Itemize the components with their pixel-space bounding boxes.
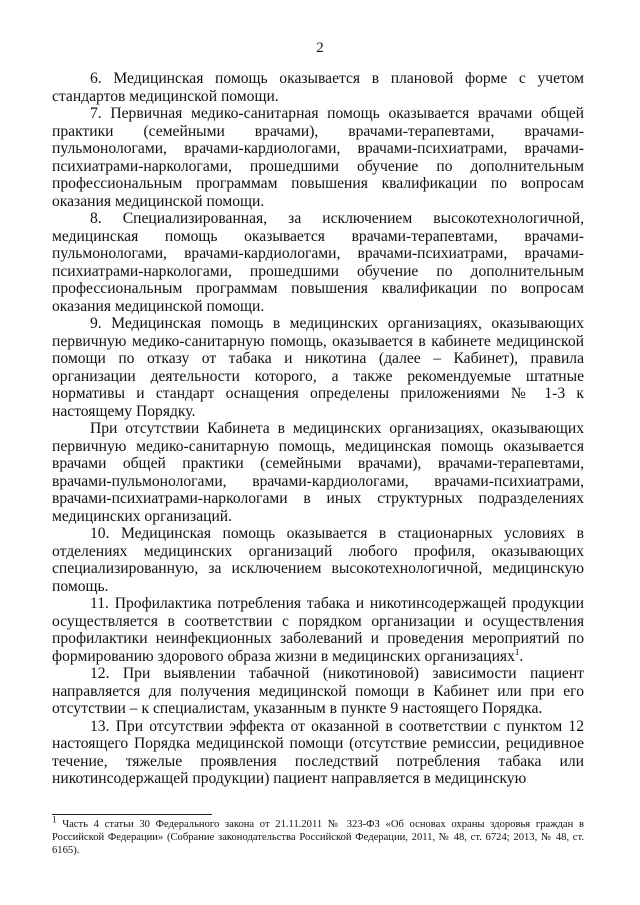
document-body bbox=[52, 70, 584, 788]
footnote-divider bbox=[52, 814, 212, 815]
paragraph-6: 6. Медицинская помощь оказывается в плановой форме с учетом стандартов медицинской помощи. bbox=[52, 70, 584, 105]
footnote-reference[interactable]: 1 bbox=[514, 646, 520, 657]
footnote-text: Часть 4 статьи 30 Федерального закона от 21.11.2011 № 323-ФЗ «Об основах охраны здоровья граждан в Российской Федерации» (Собрание законодательства Российской Федерации, 2011, № 48, ст. 6724; 2013, № 48, ст. 6165). bbox=[52, 819, 584, 856]
paragraph-10: 10. Медицинская помощь оказывается в стационарных условиях в отделениях медицинских организаций любого профиля, оказывающих специализированную, за исключением высокотехнологичной, медицинскую помощь. bbox=[52, 525, 584, 595]
paragraph-13: 13. При отсутствии эффекта от оказанной в соответствии с пунктом 12 настоящего Порядка медицинской помощи (отсутствие ремиссии, рецидивное течение, тяжелые проявления последствий потребления табака или никотинсодержащей продукции) пациент направляется в медицинскую bbox=[52, 717, 584, 787]
paragraph-8: 8. Специализированная, за исключением высокотехнологичной, медицинская помощь оказывается врачами-терапевтами, врачами-пульмонологами, врачами-кардиологами, врачами-психиатрами, врачами-психиатрами-наркологами, прошедшими обучение по дополнительным профессиональным программам повышения квалификации по вопросам оказания медицинской помощи. bbox=[52, 210, 584, 315]
paragraph-12: 12. При выявлении табачной (никотиновой) зависимости пациент направляется для получения медицинской помощи в Кабинет или при его отсутствии – к специалистам, указанным в пункте 9 настоящего Порядка. bbox=[52, 665, 584, 717]
page-number: 2 bbox=[316, 40, 324, 56]
paragraph-9: 9. Медицинская помощь в медицинских организациях, оказывающих первичную медико-санитарную помощь, оказывается в кабинете медицинской помощи по отказу от табака и никотина (далее – Кабинет), правила организации деятельности которого, а также рекомендуемые штатные нормативы и стандарт оснащения определены приложениями № 1-3 к настоящему Порядку. bbox=[52, 315, 584, 420]
paragraph-7: 7. Первичная медико-санитарная помощь оказывается врачами общей практики (семейными врачами), врачами-терапевтами, врачами-пульмонологами, врачами-кардиологами, врачами-психиатрами, врачами-психиатрами-наркологами, прошедшими обучение по дополнительным профессиональным программам повышения квалификации по вопросам оказания медицинской помощи. bbox=[52, 105, 584, 210]
paragraph-11: 11. Профилактика потребления табака и никотинсодержащей продукции осуществляется в соответствии с порядком организации и осуществления профилактики неинфекционных заболеваний и проведения мероприятий по формированию здорового образа жизни в медицинских организациях$^1$. bbox=[52, 595, 584, 665]
paragraph-11-text: 11. Профилактика потребления табака и никотинсодержащей продукции осуществляется в соответствии с порядком организации и осуществления профилактики неинфекционных заболеваний и проведения мероприятий по формированию здорового образа жизни в медицинских организациях bbox=[52, 595, 584, 665]
paragraph-9-cont: При отсутствии Кабинета в медицинских организациях, оказывающих первичную медико-санитарную помощь, медицинская помощь оказывается врачами общей практики (семейными врачами), врачами-терапевтами, врачами-пульмонологами, врачами-кардиологами, врачами-психиатрами, врачами-психиатрами-наркологами в иных структурных подразделениях медицинских организаций. bbox=[52, 420, 584, 525]
footnote bbox=[52, 814, 584, 857]
footnote-marker: 1 bbox=[52, 814, 57, 825]
